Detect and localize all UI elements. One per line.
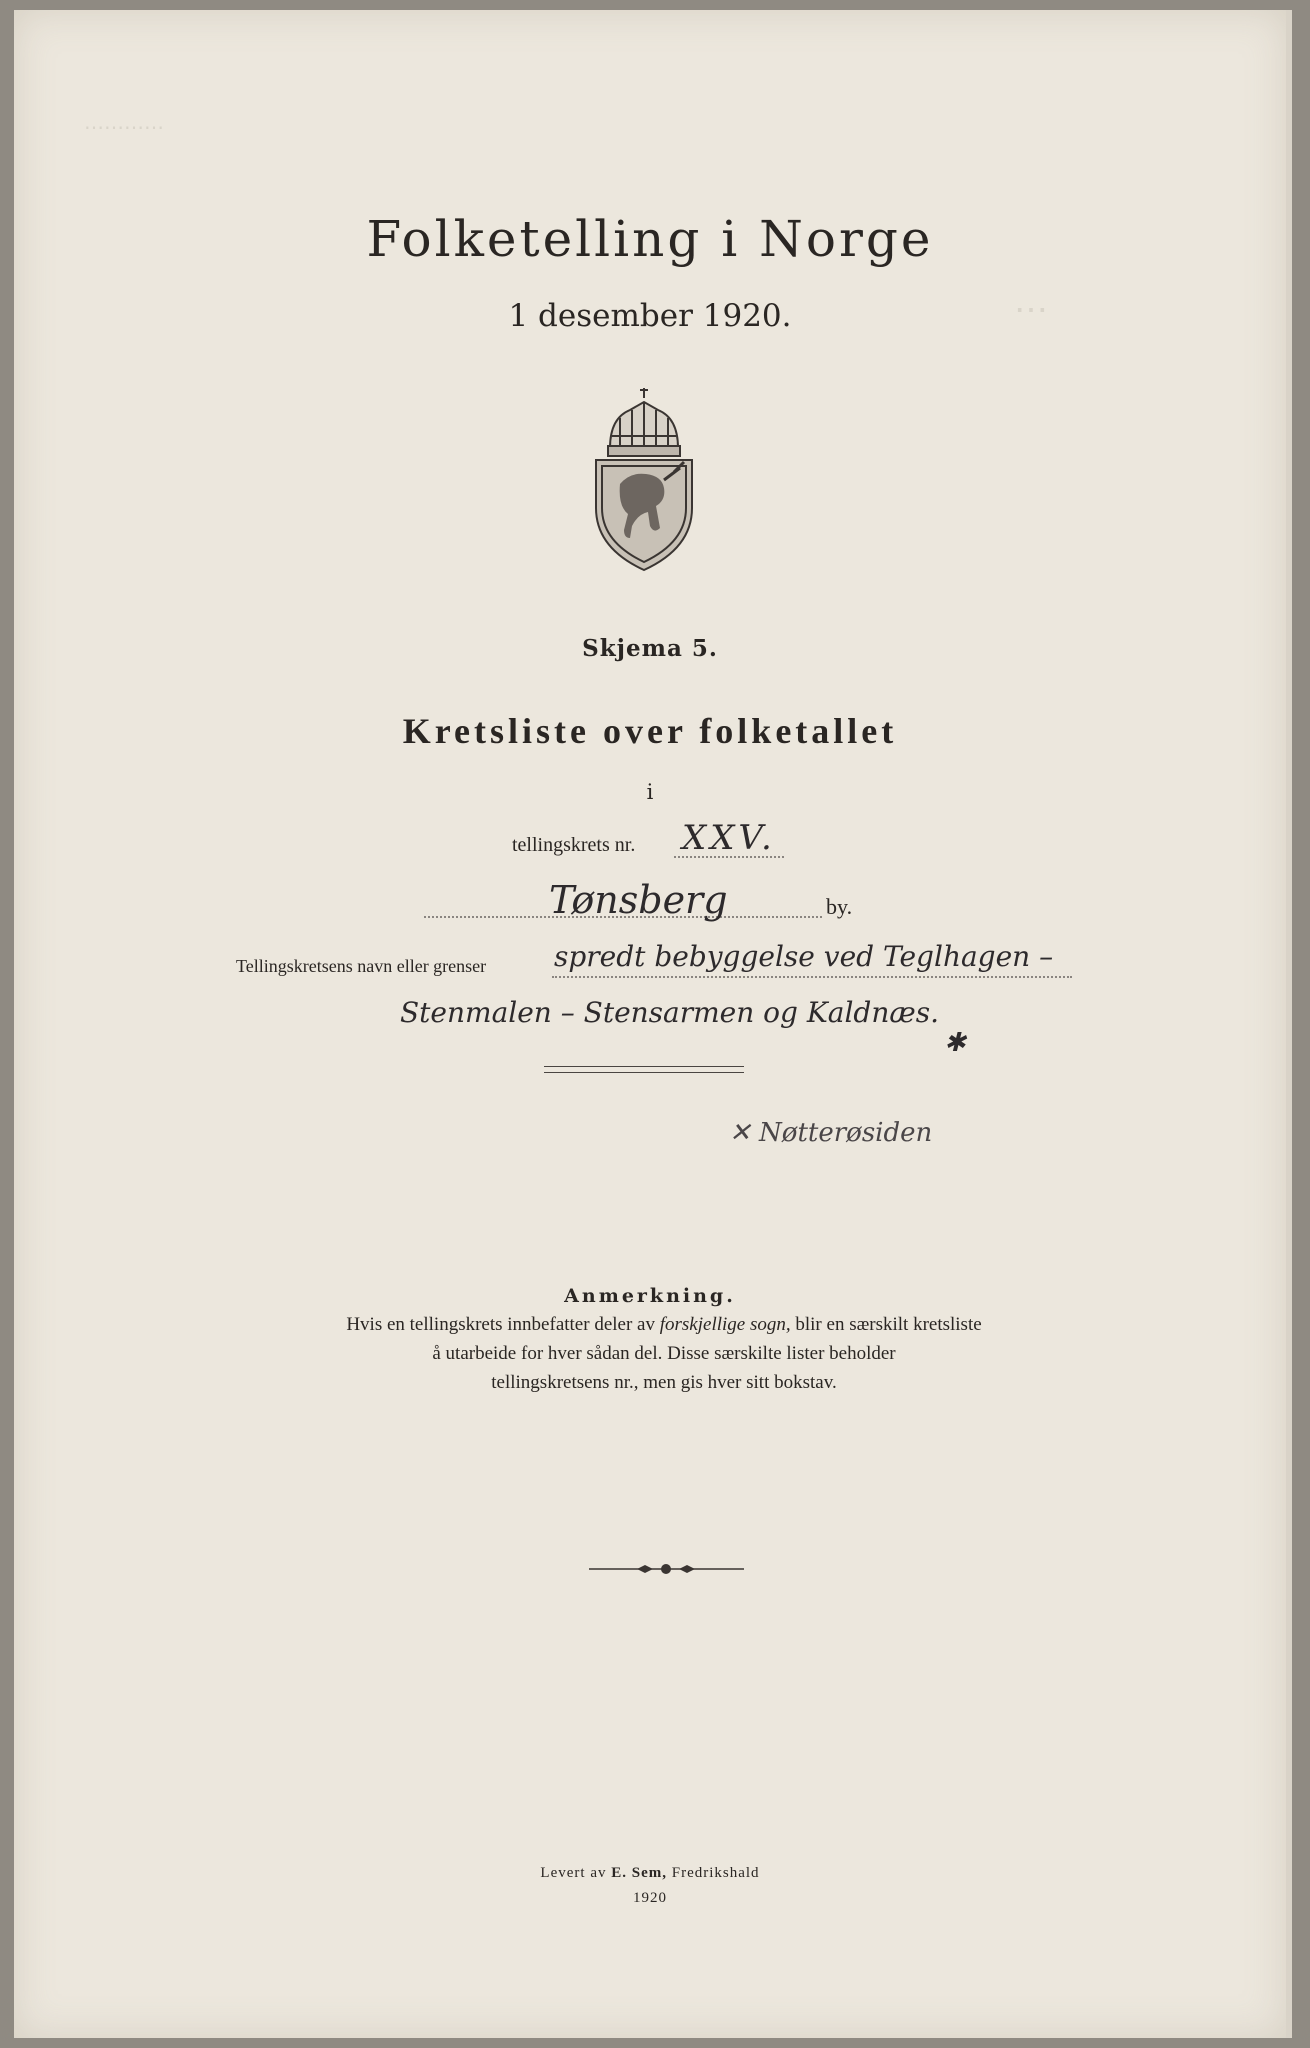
- note-title: Anmerkning.: [564, 1285, 736, 1307]
- boundaries-line-1: spredt bebyggelse ved Teglhagen –: [554, 940, 1054, 973]
- divider: [544, 1066, 744, 1067]
- note-line-1-italic: forskjellige sogn,: [659, 1314, 791, 1335]
- district-label: tellingskrets nr.: [512, 834, 636, 856]
- boundaries-line-2: Stenmalen – Stensarmen og Kaldnæs.: [400, 996, 939, 1029]
- census-date: 1 desember 1920.: [508, 298, 792, 334]
- form-heading: Kretsliste over folketallet: [402, 711, 898, 751]
- town-name: Tønsberg: [549, 878, 728, 922]
- note-line-2: å utarbeide for hver sådan del. Disse særskilte lister beholder: [432, 1343, 896, 1364]
- note-line-1-end: blir en særskilt kretsliste: [790, 1314, 982, 1335]
- printer-credit: [14, 1865, 1286, 1882]
- district-number: XXV.: [682, 818, 776, 858]
- bleed-through-text: ⋯⋯⋯⋯: [84, 117, 164, 139]
- printer-location: Fredrikshald: [666, 1865, 760, 1881]
- asterisk-mark: ✱: [944, 1028, 966, 1058]
- preposition: i: [646, 780, 654, 804]
- bleed-through-text: ⋯: [1014, 292, 1048, 329]
- margin-note: ✕ Nøtterøsiden: [729, 1118, 933, 1148]
- form-title: Folketelling i Norge: [366, 210, 934, 268]
- boundaries-label: Tellingskretsens navn eller grenser: [236, 956, 487, 976]
- census-form-page: [14, 10, 1292, 2038]
- printer-credit-start: Levert av: [540, 1865, 612, 1881]
- schema-number: Skjema 5.: [582, 635, 718, 662]
- ornament-divider-icon: [589, 1562, 744, 1576]
- dotted-line: [552, 976, 1072, 978]
- norwegian-coat-of-arms-icon: [590, 388, 698, 572]
- divider: [544, 1072, 744, 1073]
- note-body: [269, 1310, 1059, 1397]
- printer-name: E. Sem,: [611, 1865, 667, 1881]
- print-year: 1920: [633, 1890, 667, 1906]
- note-line-1-start: Hvis en tellingskrets innbefatter deler av: [346, 1314, 660, 1335]
- town-suffix: by.: [826, 894, 853, 919]
- note-line-3: tellingskretsens nr., men gis hver sitt bokstav.: [491, 1372, 837, 1393]
